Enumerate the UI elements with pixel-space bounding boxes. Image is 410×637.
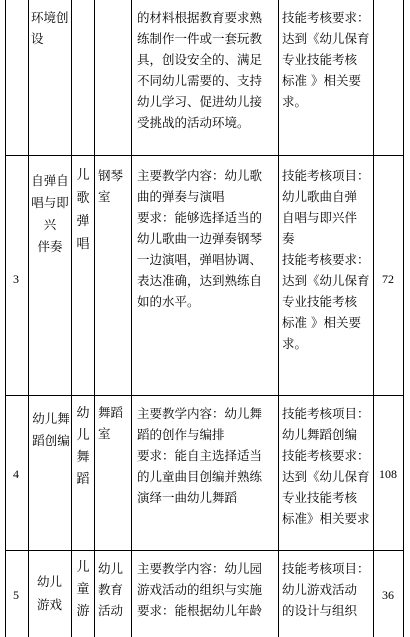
- column-divider: [131, 0, 132, 637]
- column-divider: [278, 0, 279, 637]
- row-number: 3: [13, 272, 19, 286]
- row-divider: [5, 550, 403, 551]
- venue-cell: 钢琴 室: [98, 168, 124, 204]
- row-number: 5: [13, 588, 19, 602]
- row-divider: [5, 155, 403, 156]
- column-divider: [94, 0, 95, 637]
- content-cell: 主要教学内容：幼儿园 游戏活动的组织与实施 要求：能根据幼儿年龄: [137, 561, 263, 618]
- venue-cell: 舞蹈 室: [98, 405, 124, 441]
- assessment-cell: 技能考核项目： 幼儿游戏活动 的设计与组织: [282, 561, 370, 618]
- row-number: 4: [13, 467, 19, 481]
- content-cell: 主要教学内容：幼儿舞 蹈的创作与编排 要求：能自主选择适当 的儿童曲目创编并熟练 演绎一曲幼儿舞蹈: [137, 406, 263, 505]
- assessment-cell: 技能考核项目： 幼儿歌曲自弹 自唱与即兴伴 奏 技能考核要求： 达到《幼儿保育 专业技能考核 标准 》相关要 求。: [282, 168, 370, 351]
- project-cell: 儿童游: [76, 560, 90, 619]
- assessment-cell: 技能考核项目： 幼儿舞蹈创编 技能考核要求： 达到《幼儿保育 专业技能考核 标准》相关要求: [282, 406, 370, 526]
- module-cell: 环境创 设: [31, 10, 69, 46]
- module-cell: 自弹自 唱与即 兴 伴奏: [31, 173, 69, 254]
- module-cell: 幼儿舞 蹈创编: [32, 411, 70, 448]
- hours-cell: 72: [382, 272, 394, 286]
- project-cell: 幼儿舞蹈: [76, 406, 90, 487]
- content-cell: 主要教学内容：幼儿歌 曲的弹奏与演唱 要求：能够选择适当的 幼儿歌曲一边弹奏钢琴 一边演唱，弹唱协调、 表达准确，达到熟练自 如的水平。: [137, 168, 263, 309]
- content-cell: 的材料根据教育要求熟 练制作一件或一套玩教 具，创设安全的、满足 不同幼儿需要的、支持 幼儿学习、促进幼儿接 受挑战的活动环境。: [137, 10, 263, 130]
- venue-cell: 幼儿 教育 活动: [98, 561, 124, 618]
- assessment-cell: 技能考核要求： 达到《幼儿保育 专业技能考核 标准 》相关要 求。: [282, 10, 370, 109]
- hours-cell: 36: [382, 588, 394, 602]
- row-divider: [5, 395, 403, 396]
- column-divider: [373, 0, 374, 637]
- table-border-left: [5, 0, 6, 637]
- module-cell: 幼儿 游戏: [37, 574, 63, 612]
- column-divider: [28, 0, 29, 637]
- project-cell: 儿歌弹唱: [76, 168, 90, 252]
- column-divider: [71, 0, 72, 637]
- hours-cell: 108: [379, 467, 397, 481]
- table-border-right: [403, 0, 404, 637]
